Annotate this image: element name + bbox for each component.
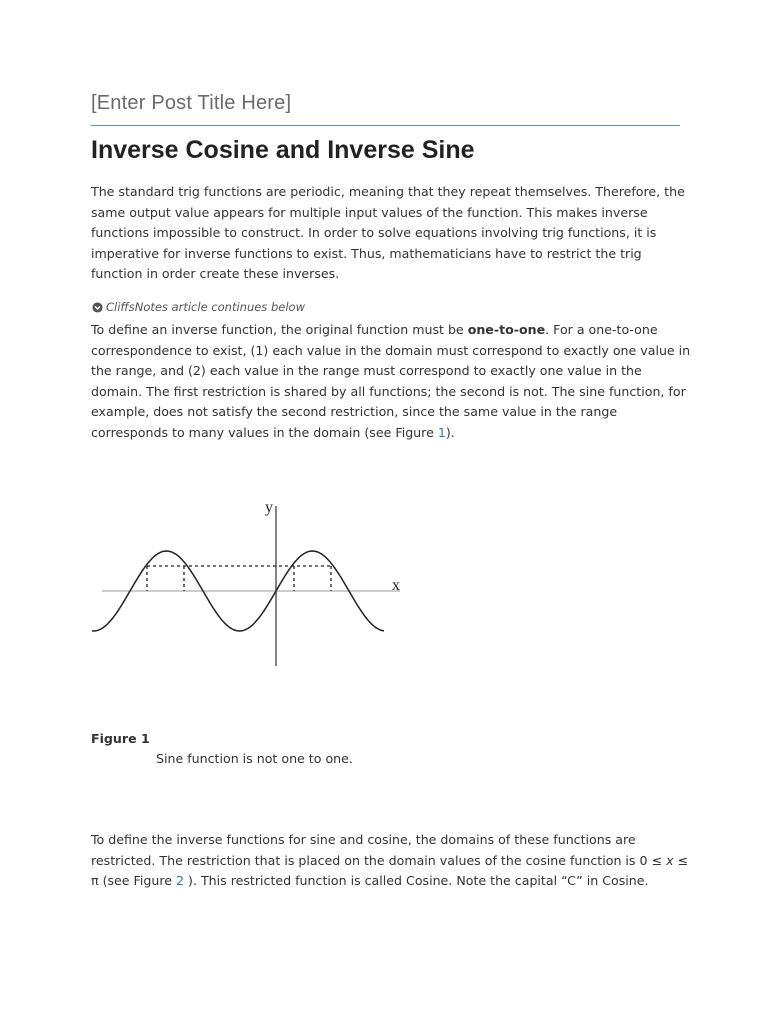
figure-1-link[interactable]: 1 <box>437 424 446 440</box>
post-title: [Enter Post Title Here] <box>91 92 292 114</box>
x-axis-label: x <box>392 577 400 594</box>
article-title: Inverse Cosine and Inverse Sine <box>91 136 475 164</box>
notice-text: CliffsNotes article continues below <box>106 300 305 314</box>
paragraph-text: To define the inverse functions for sine and cosine, the domains of these functions are restricted. The restriction that is placed on the domain values of the cosine function is 0 ≤ <box>91 832 667 868</box>
bold-term: one-to-one <box>467 322 546 337</box>
chevron-down-circle-icon <box>92 302 103 313</box>
paragraph-text: . For a one-to-one correspondence to exist, (1) each value in the domain must correspond to exactly one value in the range, and (2) each value in the range must correspond to exactly one value in the domain. The first restriction is shared by all functions; the second is not. The sine function, for example, does not satisfy the second restriction, since the same value in the range corresponds to many values in the domain (see Figure <box>91 322 691 440</box>
paragraph-text: To define an inverse function, the original function must be <box>91 322 468 337</box>
y-axis-label: y <box>265 499 273 516</box>
title-divider <box>91 125 680 126</box>
figure-2-link[interactable]: 2 <box>176 873 185 889</box>
paragraph-restriction <box>91 830 691 892</box>
paragraph-one-to-one <box>91 320 691 444</box>
paragraph-intro: The standard trig functions are periodic, meaning that they repeat themselves. Therefore, the same output value appears for multiple input values of the function. This makes inverse functions impossible to construct. In order to solve equations involving trig functions, it is imperative for inverse functions to exist. Thus, mathematicians have to restrict the trig function in order create these inverses. <box>91 184 685 282</box>
article-continues-notice <box>92 300 305 314</box>
variable-x: x <box>666 852 674 868</box>
figure-caption: Sine function is not one to one. <box>156 751 353 766</box>
figure-label: Figure 1 <box>91 731 150 746</box>
sine-graph <box>88 492 408 672</box>
paragraph-text: ≤ π (see Figure <box>91 852 689 889</box>
paragraph-text: ). This restricted function is called Cosine. Note the capital “C” in Cosine. <box>184 873 649 889</box>
paragraph-text: ). <box>445 424 455 440</box>
